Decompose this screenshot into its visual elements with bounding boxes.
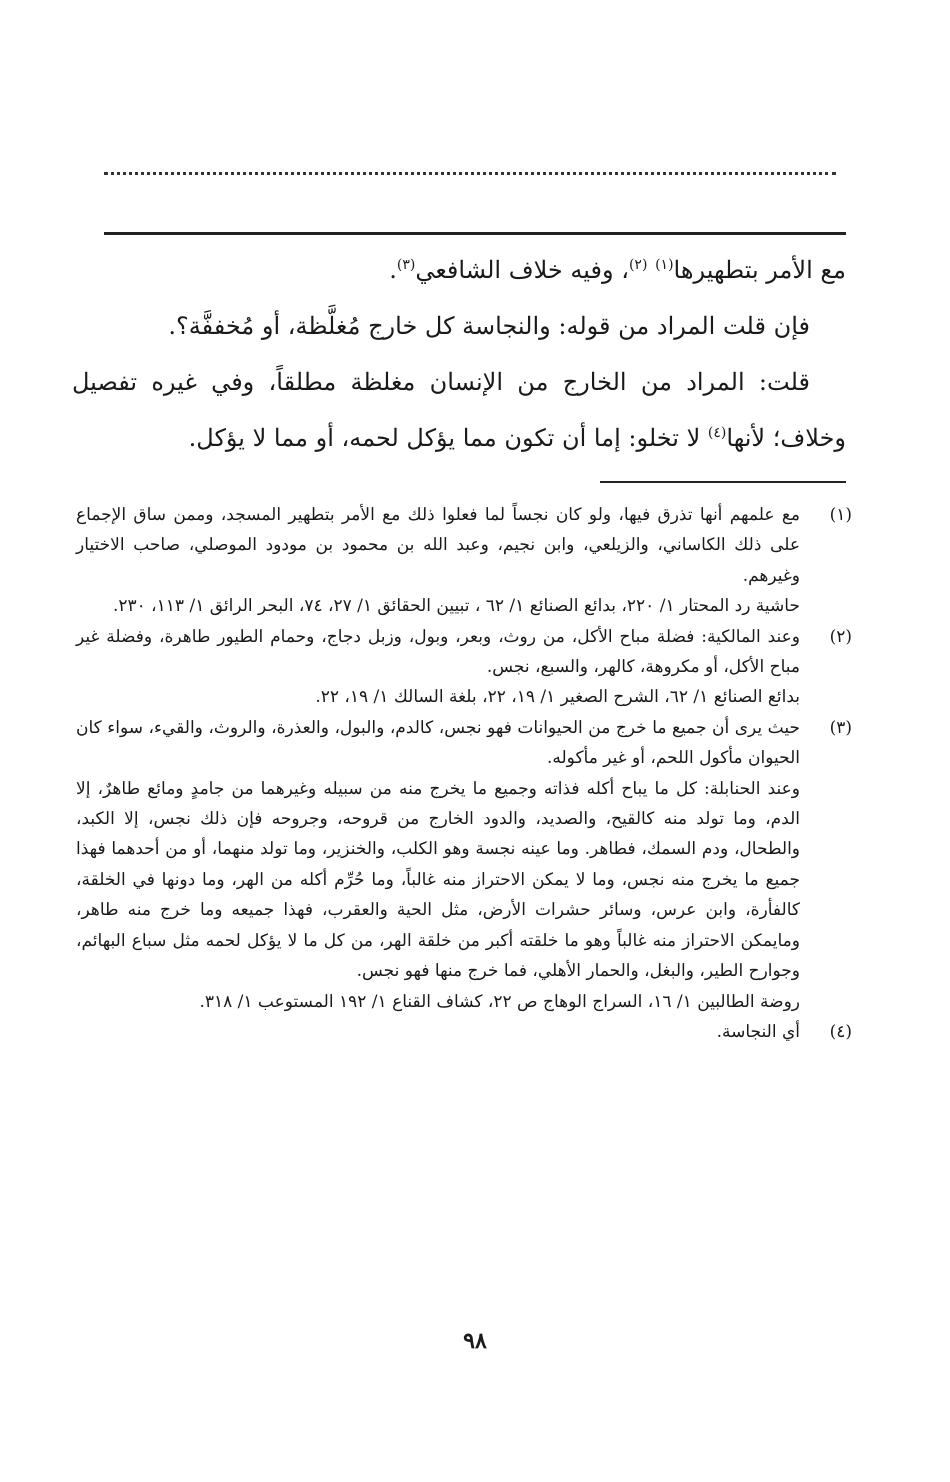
footnote-number: (٣) [829, 717, 852, 738]
footnote-ref-3[interactable]: (٣) [396, 257, 416, 273]
main-text [72, 242, 846, 466]
footnote-references: بدائع الصنائع ١/ ٦٢، الشرح الصغير ١/ ١٩، ٢٢، بلغة السالك ١/ ١٩، ٢٢. [315, 687, 800, 708]
footnote-number: (١) [829, 505, 852, 525]
footnotes [76, 500, 852, 1047]
page-number: ٩٨ [463, 1328, 487, 1354]
header-rule [104, 232, 846, 235]
footnote-text: مع علمهم أنها تذرق فيها، ولو كان نجساً لما فعلوا ذلك مع الأمر بتطهير المسجد، وممن ساق الإجماع على ذلك الكاساني، والزيلعي، وابن نجيم، وعبد الله بن محمود بن مودود الموصلي، صاحب الاختيار وغيرهم. [76, 505, 800, 586]
footnote-3 [76, 713, 852, 774]
main-paragraph-2: فإن قلت المراد من قوله: والنجاسة كل خارج مُغلَّظة، أو مُخففَّة؟. [168, 312, 810, 340]
main-paragraph-1: مع الأمر بتطهيرها$^{(١)}$ $^{(٢)}$، وفيه خلاف الشافعي$^{(٣)}$. [389, 256, 846, 284]
footnote-text: أي النجاسة. [716, 1021, 800, 1042]
footnote-3-continuation: وعند الحنابلة: كل ما يباح أكله فذاته وجميع ما يخرج منه من سبيله وغيرهما من جامدٍ ومائع طاهرٌ، إلا الدم، وما تولد منه كالقيح، والصديد، والدود الخارج من قروحه، وجروحه فإن ذلك نجس، إلا الكبد، والطحال، ودم السمك، فطاهر. وما عينه نجسة وهو الكلب، والخنزير، وما تولد منهما، أو من أحدهما فهذا جميع ما يخرج منه نجس، وما لا يمكن الاحتراز منه غالباً، وما حُرِّم أكله من الهر، وما دونها في الخلقة، كالفأرة، وابن عرس، وسائر حشرات الأرض، مثل الحية والعقرب، فهذا جميعه وما خرج منه طاهر، ومايمكن الاحتراز منه غالباً وهو ما خلقته أكبر من خلقة الهر، من كل ما لا يؤكل لحمه مثل سباع البهائم، وجوارح الطير، والبغل، والحمار الأهلي، فما خرج منها فهو نجس. [76, 778, 801, 982]
footnote-text: حيث يرى أن جميع ما خرج من الحيوانات فهو نجس، كالدم، والبول، والعذرة، والروث، والقيء، سواء كان الحيوان مأكول اللحم، أو غير مأكوله. [76, 717, 800, 769]
footnote-text: وعند المالكية: فضلة مباح الأكل، من روث، وبعر، وبول، وزبل دجاج، وحمام الطيور طاهرة، وفضلة غير مباح الأكل، أو مكروهة، كالهر، والسبع، نجس. [76, 626, 800, 678]
footnote-4 [76, 1017, 852, 1047]
footnote-3-references: روضة الطالبين ١/ ١٦، السراج الوهاج ص ٢٢، كشاف القناع ١/ ١٩٢ المستوعب ١/ ٣١٨. [199, 991, 800, 1012]
dotted-separator [104, 172, 836, 175]
footnote-ref-2[interactable]: (٢) [628, 257, 648, 273]
footnote-rule [600, 481, 846, 483]
footnote-references: حاشية رد المحتار ١/ ٢٢٠، بدائع الصنائع ١/ ٦٢ ، تبيين الحقائق ١/ ٢٧، ٧٤، البحر الرائق ١/ ١١٣، ٢٣٠. [112, 596, 800, 617]
footnote-number: (٤) [829, 1021, 852, 1042]
footnote-number: (٢) [829, 626, 852, 647]
footnote-ref-1[interactable]: (١) [655, 257, 674, 273]
footnote-2 [76, 622, 852, 713]
footnote-1 [76, 500, 852, 622]
footnote-ref-4[interactable]: (٤) [707, 425, 727, 441]
main-paragraph-3: قلت: المراد من الخارج من الإنسان مغلظة مطلقاً، وفي غيره تفصيل وخلاف؛ لأنها$^{(٤)}$ لا تخلو: إما أن تكون مما يؤكل لحمه، أو مما لا يؤكل. [72, 368, 846, 452]
